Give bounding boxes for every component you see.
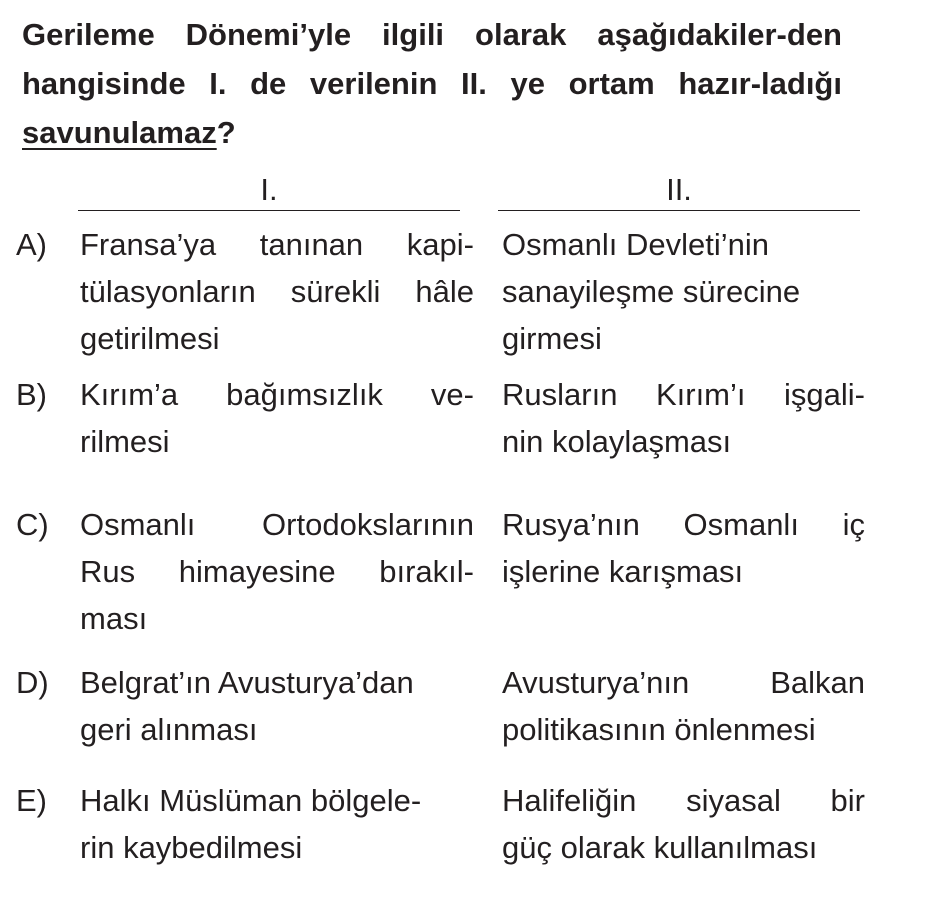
text-line: Belgrat’ın Avusturya’dan: [80, 665, 414, 700]
option-c-column-ii: [502, 501, 865, 595]
option-letter: C): [16, 507, 49, 542]
option-a-column-ii: [502, 221, 865, 362]
text-line: Rusların Kırım’ı işgali-: [502, 377, 865, 412]
text-line: Avusturya’nın Balkan: [502, 665, 865, 700]
text-line: Fransa’ya tanınan kapi-: [80, 227, 474, 262]
text-line: sanayileşme sürecine: [502, 274, 801, 309]
column-header-i: I.: [260, 172, 278, 207]
text-line: rin kaybedilmesi: [80, 830, 303, 865]
text-line: güç olarak kullanılması: [502, 830, 818, 865]
option-e-column-ii: [502, 777, 865, 871]
option-d-column-ii: [502, 659, 865, 753]
text-line: nin kolaylaşması: [502, 424, 732, 459]
text-line: ması: [80, 601, 148, 636]
column-header-ii: II.: [666, 172, 692, 207]
text-line: Osmanlı Ortodokslarının: [80, 507, 474, 542]
text-line: Rus himayesine bırakıl-: [80, 554, 474, 589]
question-mark: ?: [216, 115, 236, 150]
question-text-start: Gerileme Dönemi’yle ilgili olarak aşağıdakiler-den hangisinde I. de verilenin II. ye ortam hazır-ladığı: [22, 17, 842, 101]
option-letter: B): [16, 377, 47, 412]
text-line: Kırım’a bağımsızlık ve-: [80, 377, 474, 412]
option-a-column-i: [80, 221, 474, 362]
column-ii-rule: [498, 210, 860, 211]
text-line: Osmanlı Devleti’nin: [502, 227, 770, 262]
text-line: işlerine karışması: [502, 554, 744, 589]
option-b-column-ii: [502, 371, 865, 465]
text-line: politikasının önlenmesi: [502, 712, 816, 747]
column-i-rule: [78, 210, 460, 211]
text-line: geri alınması: [80, 712, 258, 747]
text-line: getirilmesi: [80, 321, 220, 356]
option-letter: E): [16, 783, 47, 818]
text-line: Halifeliğin siyasal bir: [502, 783, 865, 818]
option-d-column-i: [80, 659, 474, 753]
text-line: tülasyonların sürekli hâle: [80, 274, 474, 309]
option-c-column-i: [80, 501, 474, 642]
text-line: Rusya’nın Osmanlı iç: [502, 507, 865, 542]
question-underlined-keyword: savunulamaz: [22, 115, 217, 150]
question-text: [22, 10, 842, 157]
option-letter: D): [16, 665, 49, 700]
option-b-column-i: [80, 371, 474, 465]
text-line: Halkı Müslüman bölgele-: [80, 783, 422, 818]
option-e-column-i: [80, 777, 474, 871]
option-letter: A): [16, 227, 47, 262]
text-line: rilmesi: [80, 424, 170, 459]
text-line: girmesi: [502, 321, 602, 356]
